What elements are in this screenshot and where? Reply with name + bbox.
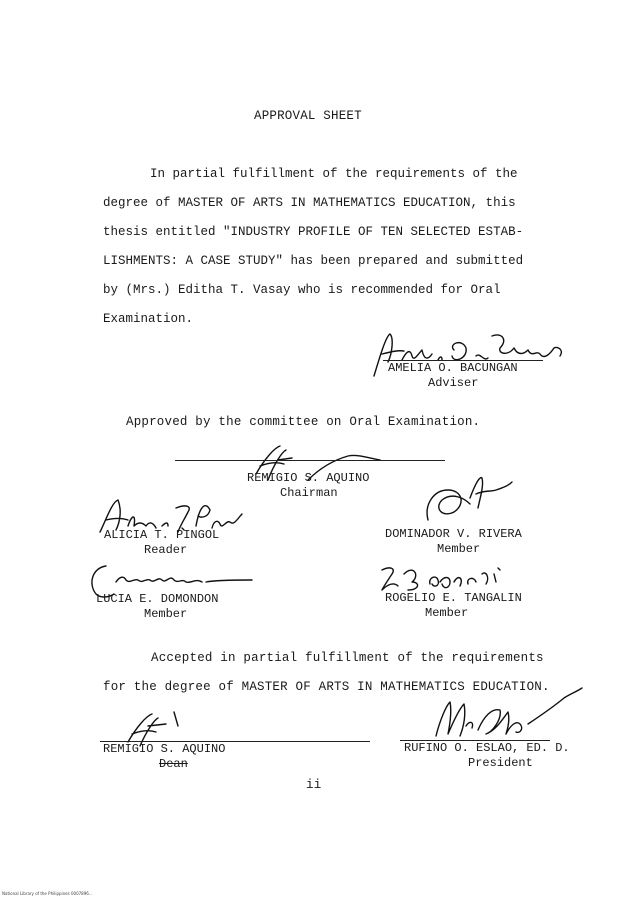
domondon-role: Member [144, 607, 188, 621]
archive-footer: National Library of the Philippines 0007896... [2, 891, 93, 896]
tangalin-role: Member [425, 606, 469, 620]
president-role: President [468, 756, 533, 770]
accepted-line-2: for the degree of MASTER OF ARTS IN MATHEMATICS EDUCATION. [103, 680, 550, 694]
page-title: APPROVAL SHEET [254, 109, 362, 123]
chairman-name: REMIGIO S. AQUINO [247, 471, 370, 485]
intro-paragraph [103, 160, 578, 334]
rivera-signature [418, 468, 518, 528]
chairman-role: Chairman [280, 486, 338, 500]
paragraph-line: LISHMENTS: A CASE STUDY" has been prepared and submitted [103, 254, 524, 268]
rivera-role: Member [437, 542, 481, 556]
president-block [404, 741, 570, 771]
domondon-block [96, 592, 218, 622]
domondon-name: LUCIA E. DOMONDON [96, 592, 219, 606]
rivera-name: DOMINADOR V. RIVERA [385, 527, 522, 541]
paragraph-line: thesis entitled "INDUSTRY PROFILE OF TEN SELECTED ESTAB- [103, 225, 524, 239]
tangalin-name: ROGELIO E. TANGALIN [385, 591, 522, 605]
dean-role: Dean [159, 757, 188, 771]
paragraph-line: degree of MASTER OF ARTS IN MATHEMATICS EDUCATION, this [103, 196, 516, 210]
paragraph-line: by (Mrs.) Editha T. Vasay who is recommended for Oral [103, 283, 501, 297]
reader-name: ALICIA T. PINGOL [104, 528, 220, 542]
adviser-role: Adviser [428, 376, 479, 390]
chairman-signature-line [175, 460, 445, 461]
adviser-block [388, 361, 518, 391]
paragraph-line: In partial fulfillment of the requirements of the [150, 167, 518, 181]
rivera-block [385, 527, 522, 557]
chairman-block [247, 471, 369, 501]
accepted-line-1: Accepted in partial fulfillment of the requirements [151, 651, 544, 665]
tangalin-block [385, 591, 522, 621]
reader-role: Reader [144, 543, 188, 557]
adviser-name: AMELIA O. BACUNGAN [388, 361, 518, 375]
page-number: ii [306, 778, 322, 792]
approved-statement: Approved by the committee on Oral Examination. [126, 415, 481, 429]
reader-block [104, 528, 219, 558]
dean-block [103, 742, 225, 772]
dean-name: REMIGIO S. AQUINO [103, 742, 226, 756]
president-name: RUFINO O. ESLAO, ED. D. [404, 741, 570, 755]
paragraph-line: Examination. [103, 312, 194, 326]
